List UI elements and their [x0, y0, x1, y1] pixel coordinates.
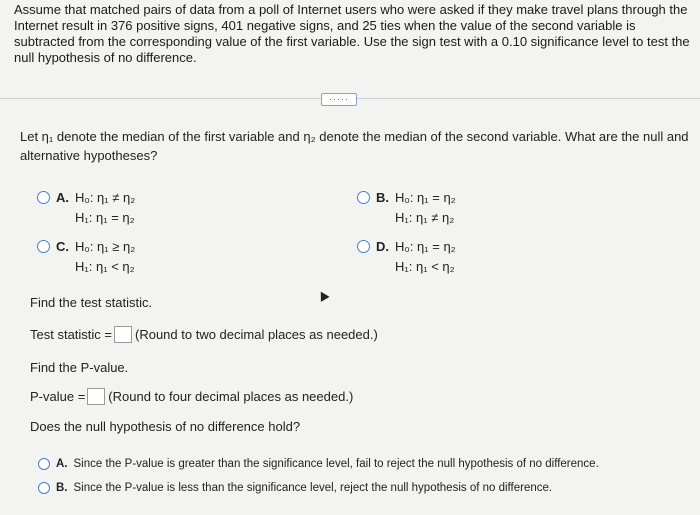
pvalue-heading: Find the P-value.	[30, 360, 129, 375]
answer-a-letter: A.	[56, 458, 68, 470]
option-c-h1: H₁: η₁ < η₂	[75, 259, 135, 274]
option-b-letter: B.	[376, 190, 389, 205]
show-more-button[interactable]: ·····	[321, 93, 357, 106]
answer-b[interactable]	[38, 480, 552, 496]
mouse-cursor-icon	[316, 289, 329, 302]
test-statistic-input[interactable]	[114, 326, 132, 343]
problem-statement: Assume that matched pairs of data from a poll of Internet users who were asked if they make travel plans through the Internet result in 376 positive signs, 401 negative signs, and 25 ties when the value of the second variable is subtracted from the corresponding value of the first variable. Use the sign test with a 0.10 significance level to test the null hypothesis of no difference.	[14, 2, 690, 65]
hypotheses-question: Let η₁ denote the median of the first variable and η₂ denote the median of the second variable. What are the null and alternative hypotheses?	[20, 129, 689, 163]
option-d-letter: D.	[376, 239, 389, 254]
radio-answer-b[interactable]	[38, 482, 50, 494]
option-b[interactable]	[357, 188, 456, 228]
answer-a-text: Since the P-value is greater than the significance level, fail to reject the null hypothesis of no difference.	[73, 458, 599, 470]
option-c-letter: C.	[56, 239, 69, 254]
option-b-h0: H₀: η₁ = η₂	[395, 190, 456, 205]
option-c[interactable]	[37, 237, 135, 277]
pvalue-label: P-value =	[30, 388, 86, 404]
answer-b-text: Since the P-value is less than the significance level, reject the null hypothesis of no difference.	[73, 482, 553, 494]
option-a-letter: A.	[56, 190, 69, 205]
test-statistic-row	[30, 326, 378, 343]
pvalue-hint: (Round to four decimal places as needed.)	[108, 388, 354, 404]
test-statistic-hint: (Round to two decimal places as needed.)	[135, 326, 378, 342]
option-d-h1: H₁: η₁ < η₂	[395, 259, 455, 274]
radio-option-a[interactable]	[37, 191, 50, 204]
option-d-h0: H₀: η₁ = η₂	[395, 239, 456, 254]
pvalue-input[interactable]	[87, 388, 105, 405]
option-d[interactable]	[357, 237, 456, 277]
radio-option-d[interactable]	[357, 240, 370, 253]
radio-option-c[interactable]	[37, 240, 50, 253]
radio-option-b[interactable]	[357, 191, 370, 204]
null-hypothesis-question: Does the null hypothesis of no difference hold?	[30, 419, 301, 434]
option-a-h1: H₁: η₁ = η₂	[75, 210, 135, 225]
radio-answer-a[interactable]	[38, 458, 50, 470]
option-c-h0: H₀: η₁ ≥ η₂	[75, 239, 136, 254]
pvalue-row	[30, 388, 353, 405]
test-statistic-heading: Find the test statistic.	[30, 295, 153, 310]
test-statistic-label: Test statistic =	[30, 326, 112, 342]
answer-a[interactable]	[38, 456, 599, 472]
answer-b-letter: B.	[56, 482, 68, 494]
option-a[interactable]	[37, 188, 135, 228]
option-b-h1: H₁: η₁ ≠ η₂	[395, 210, 455, 225]
option-a-h0: H₀: η₁ ≠ η₂	[75, 190, 136, 205]
